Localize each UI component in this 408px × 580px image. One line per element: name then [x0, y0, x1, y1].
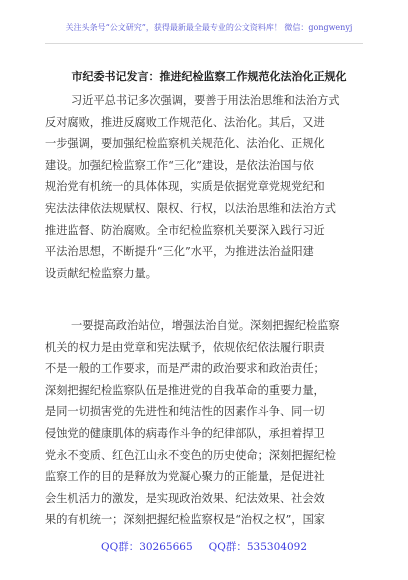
- paragraph-line: 设贡献纪检监察力量。: [45, 266, 157, 280]
- paragraph-line: 平法治思想，不断提升“三化”水平，为推进法治益阳建: [45, 245, 314, 259]
- paragraph-line: 果的有机统一；深刻把握纪检监察权是“治权之权”，国家: [45, 513, 325, 527]
- footer-qq-group-1: QQ群：30265665: [100, 541, 193, 553]
- paragraph-line: 推进监督、防治腐败。全市纪检监察机关要深入践行习近: [45, 223, 325, 237]
- paragraph-line: 一步强调，要加强纪检监察机关规范化、法治化、正规化: [45, 137, 325, 151]
- paragraph-line: 一要提高政治站位，增强法治自觉。深刻把握纪检监察: [71, 319, 340, 332]
- footer-contact: [0, 539, 408, 554]
- document-title: 市纪委书记发言：推进纪检监察工作规范化法治化正规化: [71, 70, 347, 83]
- paragraph-line: 党永不变质、红色江山永不变色的历史使命；深刻把握纪检: [45, 448, 336, 462]
- paragraph-line: 监察工作的目的是释放为党凝心聚力的正能量，是促进社: [45, 470, 325, 484]
- paragraph-line: 侵蚀党的健康肌体的病毒作斗争的纪律部队，承担着捍卫: [45, 426, 325, 440]
- paragraph-line: 宪法法律依法规赋权、限权、行权，以法治思维和法治方式: [45, 201, 336, 215]
- header-promo-note: 关注头条号“公文研究”，获得最新最全最专业的公文资料库！ 微信：gongwenyj: [65, 23, 353, 32]
- paragraph-1: [45, 90, 365, 284]
- paragraph-line: 机关的权力是由党章和宪法赋予，依规依纪依法履行职责: [45, 340, 325, 354]
- paragraph-line: 会生机活力的激发，是实现政治效果、纪法效果、社会效: [45, 491, 325, 505]
- paragraph-line: 规治党有机统一的具体体现，实质是依据党章党规党纪和: [45, 180, 325, 194]
- paragraph-line: 习近平总书记多次强调，要善于用法治思维和法治方式: [71, 94, 340, 107]
- header-divider: [45, 43, 363, 44]
- paragraph-line: 是同一切损害党的先进性和纯洁性的因素作斗争、同一切: [45, 405, 325, 419]
- paragraph-2: [45, 315, 365, 531]
- paragraph-line: 不是一般的工作要求，而是严肃的政治要求和政治责任；: [45, 362, 325, 376]
- paragraph-line: 深刻把握纪检监察队伍是推进党的自我革命的重要力量，: [45, 383, 325, 397]
- paragraph-line: 建设。加强纪检监察工作“三化”建设，是依法治国与依: [45, 158, 314, 172]
- paragraph-line: 反对腐败，推进反腐败工作规范化、法治化。其后，又进: [45, 115, 325, 129]
- footer-qq-group-2: QQ群：535304092: [208, 541, 307, 553]
